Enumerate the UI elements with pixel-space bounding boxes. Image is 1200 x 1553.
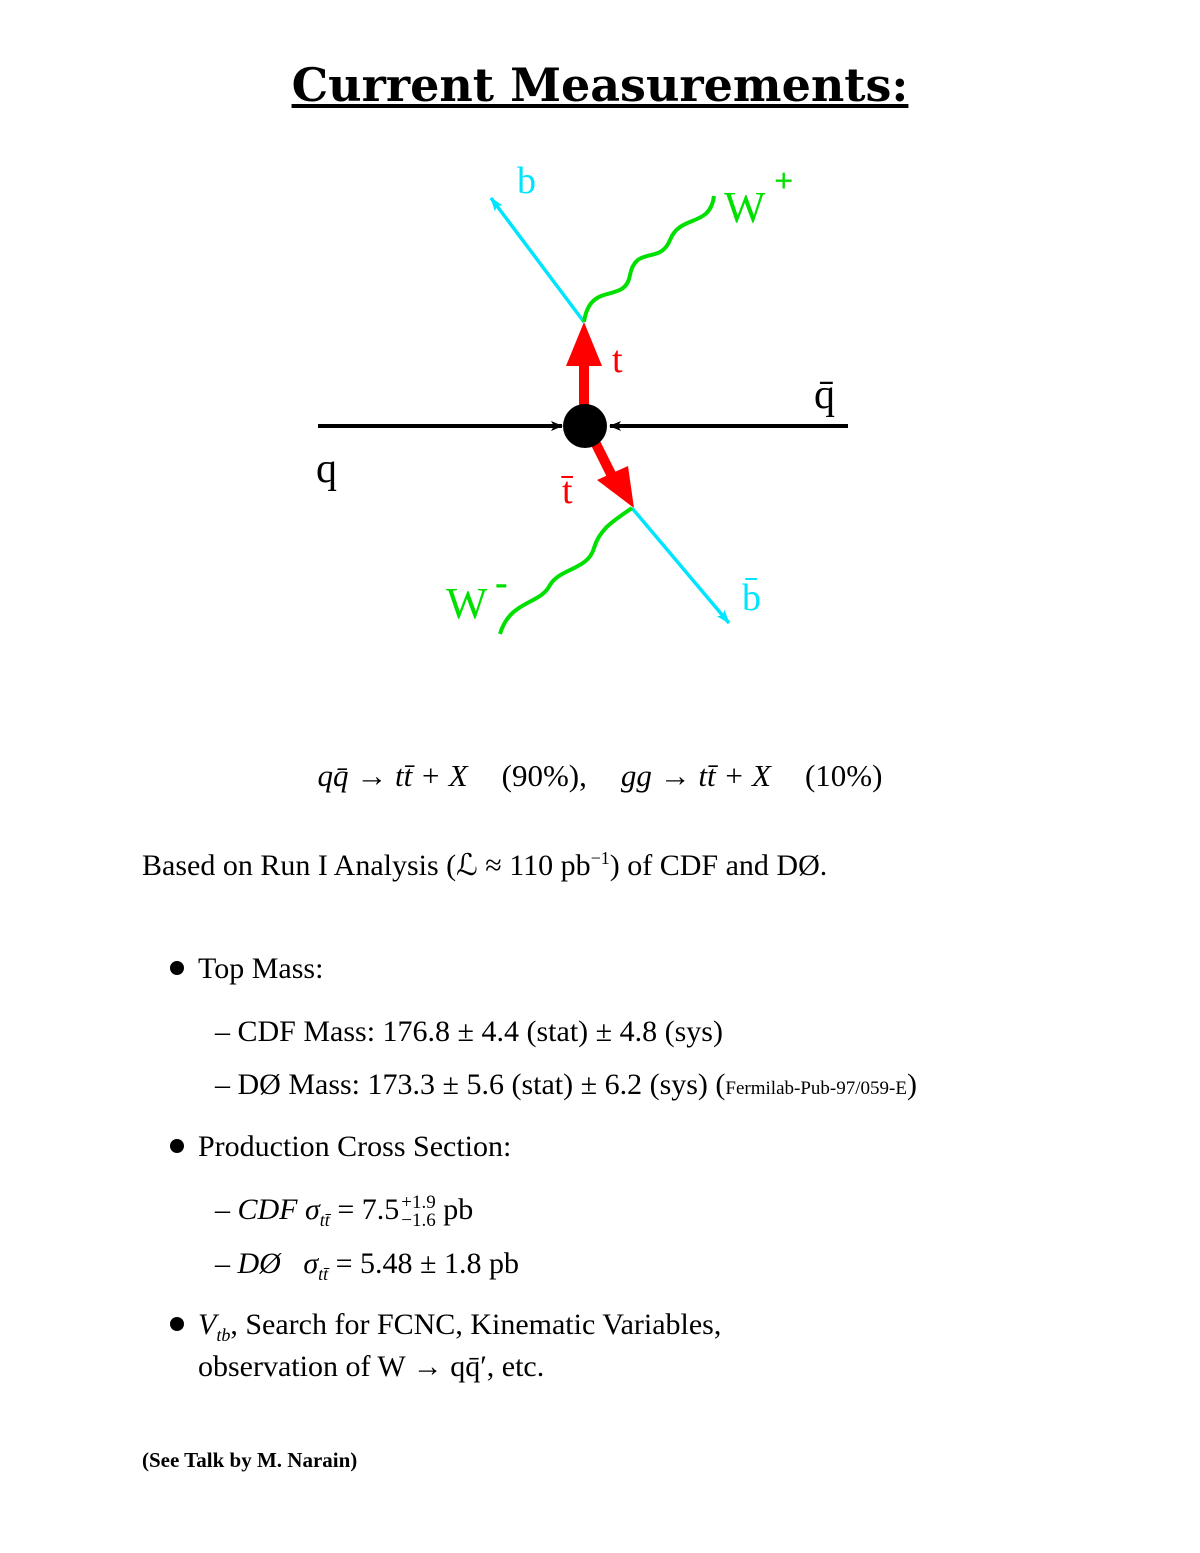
basis-lumi-exp: −1	[590, 848, 610, 868]
d0-mass-text: – DØ Mass: 173.3 ± 5.6 (stat) ± 6.2 (sys) (	[215, 1068, 726, 1101]
bbar-quark-line	[632, 508, 729, 623]
bullet-dot	[170, 1317, 184, 1331]
label-qbar: q̄	[814, 372, 835, 418]
production-equation	[0, 758, 1200, 794]
label-t: t	[612, 339, 623, 381]
basis-lumi: ℒ ≈ 110 pb	[456, 849, 591, 882]
other-line2: observation of W → qq̄′, etc.	[198, 1350, 545, 1383]
equation-qqbar: qq̄ → tt̄ + X	[317, 758, 468, 793]
label-b: b	[517, 160, 536, 202]
vertex-blob	[563, 404, 607, 448]
cdf-xsec-prefix: – CDF σ	[215, 1193, 320, 1226]
basis-prefix: Based on Run I Analysis (	[142, 849, 457, 882]
other-vtb-sub: tb	[216, 1325, 231, 1345]
analysis-basis	[142, 848, 827, 883]
d0-mass-item	[215, 1068, 917, 1102]
cdf-xsec-value: = 7.5	[329, 1193, 400, 1226]
bullet-other-measurements	[170, 1308, 721, 1346]
bullet-cross-section	[170, 1130, 511, 1164]
cdf-xsec-sub: tt̄	[319, 1210, 330, 1230]
cdf-xsec-down: −1.6	[401, 1210, 436, 1232]
top-quark-arrowhead	[566, 322, 602, 366]
b-quark-line	[491, 198, 584, 322]
equation-pct-10: (10%)	[804, 758, 883, 793]
d0-mass-reference: Fermilab-Pub-97/059-E	[725, 1078, 907, 1099]
cdf-xsec-unit: pb	[435, 1193, 474, 1226]
d0-xsec-sub: tt̄	[318, 1264, 329, 1284]
other-line1-rest: , Search for FCNC, Kinematic Variables,	[230, 1308, 722, 1341]
label-w-plus: W	[724, 183, 766, 232]
d0-mass-close: )	[906, 1068, 917, 1101]
antitop-quark-line	[596, 444, 612, 476]
cdf-xsec-item	[215, 1193, 473, 1231]
bullet-cross-section-label: Production Cross Section:	[198, 1130, 512, 1163]
bullet-dot	[170, 961, 184, 975]
page-title: Current Measurements:	[291, 58, 909, 112]
feynman-diagram	[0, 0, 1200, 700]
label-w-plus-sup: +	[774, 163, 794, 200]
d0-xsec-value: = 5.48 ± 1.8 pb	[328, 1247, 520, 1280]
footnote: (See Talk by M. Narain)	[142, 1448, 358, 1472]
label-tbar: t̄	[562, 470, 573, 512]
other-vtb: V	[198, 1308, 217, 1341]
cdf-mass-item: – CDF Mass: 176.8 ± 4.4 (stat) ± 4.8 (sys)	[215, 1015, 723, 1048]
bullet-dot	[170, 1139, 184, 1153]
w-plus-boson-line	[584, 196, 714, 322]
bullet-top-mass	[170, 952, 323, 986]
d0-xsec-item	[215, 1247, 519, 1285]
label-w-minus-sup: -	[495, 562, 508, 604]
label-bbar: b̄	[742, 577, 761, 619]
bullet-top-mass-label: Top Mass:	[198, 952, 324, 985]
label-q: q	[316, 446, 337, 492]
antitop-quark-arrowhead	[597, 466, 634, 508]
d0-xsec-prefix: – DØ σ	[215, 1247, 319, 1280]
cdf-xsec-up: +1.9	[401, 1192, 436, 1214]
w-minus-boson-line	[500, 508, 632, 634]
basis-suffix: ) of CDF and DØ.	[609, 849, 828, 882]
label-w-minus: W	[446, 579, 488, 628]
equation-gg: gg → tt̄ + X	[620, 758, 771, 793]
equation-pct-90: (90%),	[501, 758, 587, 793]
